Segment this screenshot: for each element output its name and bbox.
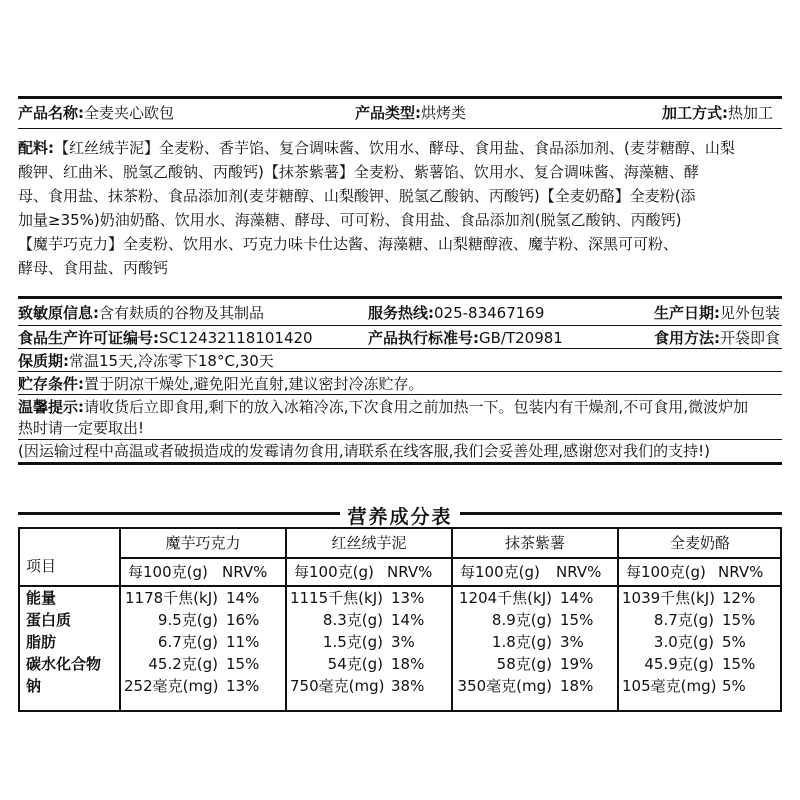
nutrient-value: 1115千焦(kJ) [290,589,383,607]
executive-standard: 产品执行标准号:GB/T20981 [368,329,563,347]
nutrient-name: 碳水化合物 [26,655,102,673]
nutrient-value: 350毫克(mg) [457,677,552,695]
nutrient-name: 钠 [26,677,42,695]
nutrient-value: 58克(g) [496,655,552,673]
nrv-header: NRV% [556,563,602,581]
nutrient-nrv: 5% [722,677,746,695]
nutrient-nrv: 15% [226,655,260,673]
nutrient-value: 105毫克(mg) [622,677,717,695]
nutrient-value: 252毫克(mg) [124,677,219,695]
item-header: 项目 [26,557,57,575]
divider [18,348,782,349]
nutrient-nrv: 11% [226,633,260,651]
nutrient-value: 1.8克(g) [491,633,552,651]
nutrient-nrv: 13% [391,589,425,607]
nutrient-nrv: 3% [560,633,584,651]
nutrient-value: 750毫克(mg) [290,677,385,695]
nutrient-nrv: 15% [722,611,756,629]
product-header: 红丝绒芋泥 [331,534,407,552]
product-type: 产品类型:烘烤类 [355,104,467,122]
divider [18,439,782,440]
nutrient-value: 1178千焦(kJ) [125,589,218,607]
nutrient-nrv: 15% [560,611,594,629]
nutrient-value: 8.7克(g) [653,611,714,629]
nutrient-value: 1039千焦(kJ) [622,589,715,607]
nutrient-nrv: 5% [722,633,746,651]
product-header: 全麦奶酪 [669,534,730,552]
ingredients-block: 配料:【红丝绒芋泥】全麦粉、香芋馅、复合调味酱、饮用水、酵母、食用盐、食品添加剂、(麦芽糖醇、山梨 酸钾、红曲米、脱氢乙酸钠、丙酸钙)【抹茶紫薯】全麦粉、紫薯馅、饮用水、复合调味酱、海藻糖、酵 母、食用盐、抹茶粉、食品添加剂(麦芽糖醇、山梨酸钾、脱氢乙酸钠、丙酸钙)【全麦奶酪】全麦粉(添 加量≥35%)奶油奶酪、饮用水、海藻糖、酵母、可可粉、食用盐、食品添加剂(脱氢乙酸钠、丙酸钙) 【魔芋巧克力】全麦粉、饮用水、巧克力味卡仕达酱、海藻糖、山梨糖醇液、魔芋粉、深黑可可粉、 酵母、食用盐、丙酸钙 [18,136,786,280]
header-bottom-rule [20,585,780,587]
nutrient-value: 9.5克(g) [157,611,218,629]
process-method: 加工方式:热加工 [662,104,774,122]
nutrient-nrv: 12% [722,589,756,607]
nutrition-table [18,527,782,712]
production-date: 生产日期:见外包装 [654,304,781,322]
product-header: 魔芋巧克力 [165,534,241,552]
nutrient-value: 1.5克(g) [322,633,383,651]
nutrient-name: 脂肪 [26,633,57,651]
nutrient-nrv: 19% [560,655,594,673]
nutrient-value: 6.7克(g) [157,633,218,651]
allergen-info: 致敏原信息:含有麸质的谷物及其制品 [18,304,265,322]
nutrient-value: 54克(g) [327,655,383,673]
tips-line-2: 热时请一定要取出! [18,419,145,437]
ingredients-line: 【红丝绒芋泥】全麦粉、香芋馅、复合调味酱、饮用水、酵母、食用盐、食品添加剂、(麦芽糖醇、山梨 [54,139,735,157]
nutrient-nrv: 38% [391,677,425,695]
service-hotline: 服务热线:025-83467169 [368,304,545,322]
nutrient-nrv: 14% [226,589,260,607]
section-rule [18,462,782,465]
product-name: 产品名称:全麦夹心欧包 [18,104,175,122]
nutrient-nrv: 18% [560,677,594,695]
nutrient-value: 3.0克(g) [653,633,714,651]
storage-conditions: 贮存条件:置于阴凉干燥处,避免阳光直射,建议密封冷冻贮存。 [18,375,424,393]
nutrient-nrv: 13% [226,677,260,695]
ingredients-line: 酸钾、红曲米、脱氢乙酸钠、丙酸钙)【抹茶紫薯】全麦粉、紫薯馅、饮用水、复合调味酱、海藻糖、酵 [18,163,699,181]
divider [18,394,782,395]
per-100g-header: 每100克(g) [460,563,540,581]
nutrient-nrv: 3% [391,633,415,651]
nutrition-title-text: 营养成分表 [347,506,453,528]
per-100g-header: 每100克(g) [128,563,208,581]
nutrient-name: 蛋白质 [26,611,72,629]
ingredients-line: 酵母、食用盐、丙酸钙 [18,259,169,277]
divider [18,325,782,326]
nrv-header: NRV% [718,563,764,581]
ingredients-line: 【魔芋巧克力】全麦粉、饮用水、巧克力味卡仕达酱、海藻糖、山梨糖醇液、魔芋粉、深黑可可粉、 [18,235,679,253]
nutrient-name: 能量 [26,589,57,607]
per-100g-header: 每100克(g) [626,563,706,581]
shelf-life: 保质期:常温15天,冷冻零下18°C,30天 [18,352,274,370]
divider [18,128,782,129]
top-rule [18,96,782,99]
nutrient-nrv: 15% [722,655,756,673]
product-header: 抹茶紫薯 [504,534,565,552]
nrv-header: NRV% [387,563,433,581]
nutrient-value: 45.2克(g) [148,655,218,673]
nutrient-value: 1204千焦(kJ) [459,589,552,607]
ingredients-line: 加量≥35%)奶油奶酪、饮用水、海藻糖、酵母、可可粉、食用盐、食品添加剂(脱氢乙酸钠、丙酸钙) [18,211,682,229]
usage-method: 食用方法:开袋即食 [654,329,781,347]
production-license: 食品生产许可证编号:SC12432118101420 [18,329,313,347]
nutrient-nrv: 16% [226,611,260,629]
divider [18,371,782,372]
nrv-header: NRV% [222,563,268,581]
per-100g-header: 每100克(g) [294,563,374,581]
section-rule [18,296,782,299]
ingredients-line: 母、食用盐、抹茶粉、食品添加剂(麦芽糖醇、山梨酸钾、脱氢乙酸钠、丙酸钙)【全麦奶酪】全麦粉(添 [18,187,696,205]
nutrient-nrv: 14% [391,611,425,629]
header-divider [120,557,782,559]
nutrient-nrv: 14% [560,589,594,607]
tips-line-1: 温馨提示:请收货后立即食用,剩下的放入冰箱冷冻,下次食用之前加热一下。包装内有干燥剂,不可食用,微波炉加 [18,398,749,416]
nutrient-value: 45.9克(g) [644,655,714,673]
nutrient-value: 8.3克(g) [322,611,383,629]
nutrient-nrv: 18% [391,655,425,673]
nutrient-value: 8.9克(g) [491,611,552,629]
notice: (因运输过程中高温或者破损造成的发霉请勿食用,请联系在线客服,我们会妥善处理,感谢您对我们的支持!) [18,442,711,460]
